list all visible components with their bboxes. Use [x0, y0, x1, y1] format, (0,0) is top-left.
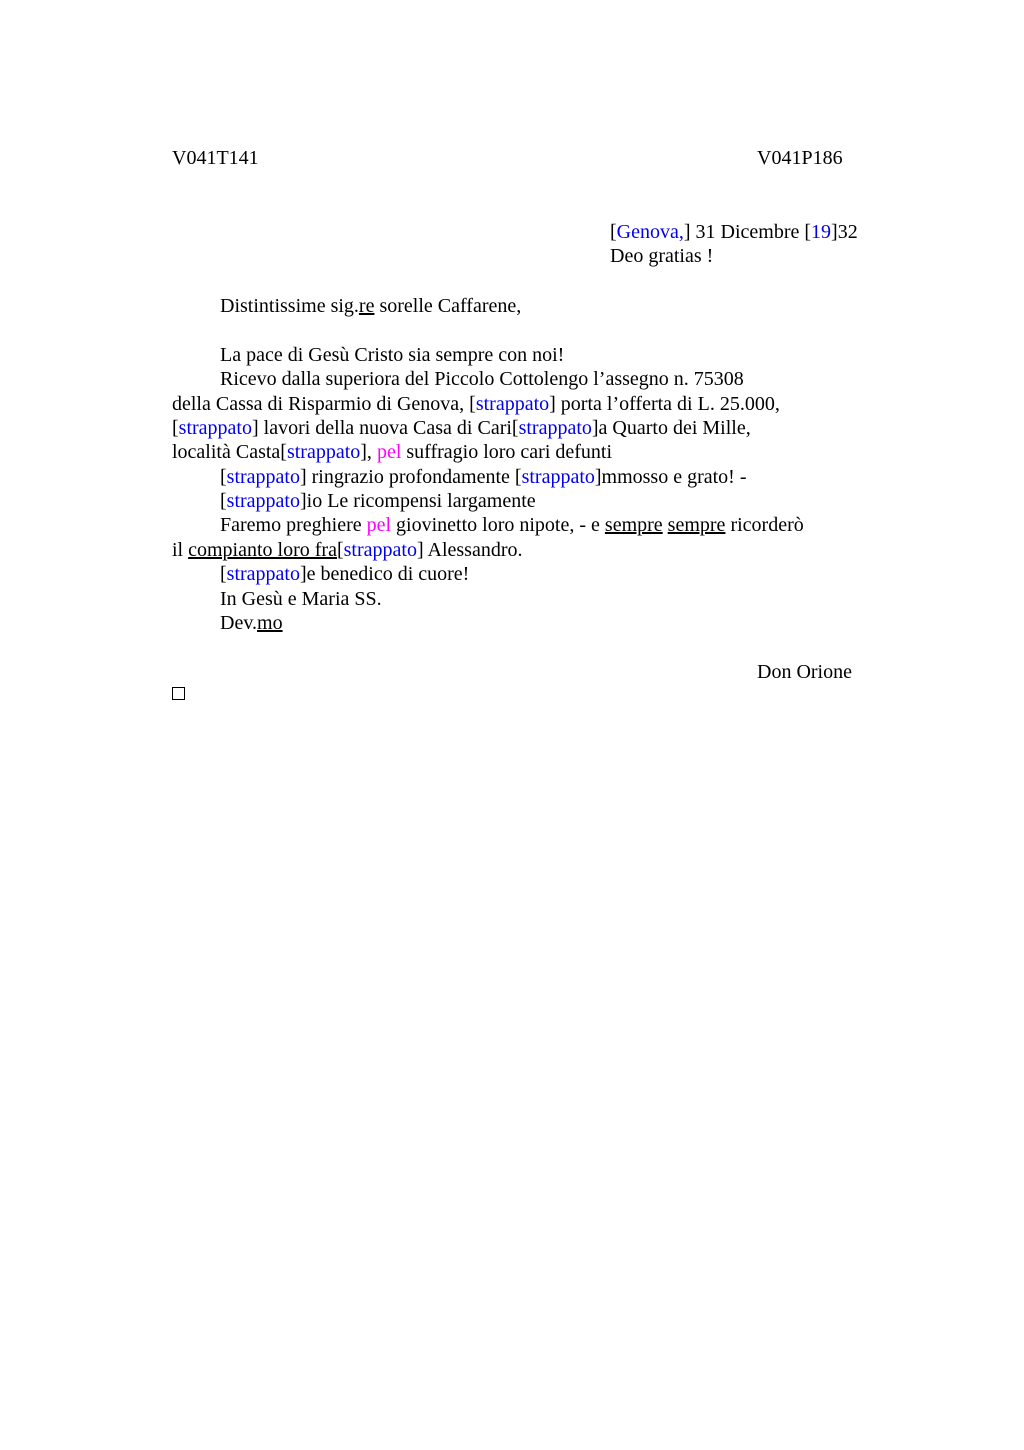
body-line-10 [220, 562, 469, 586]
text: Dev. [220, 612, 258, 634]
body-line-12 [220, 611, 283, 635]
text: ]a Quarto dei Mille, [591, 417, 751, 439]
editorial-note: strappato [521, 466, 595, 488]
text: giovinetto loro nipote, - e [391, 514, 605, 536]
text: [ [220, 466, 227, 488]
motto: Deo gratias ! [610, 245, 714, 267]
text: ] porta l’offerta di L. 25.000, [549, 393, 780, 415]
dateline-bracket: [ [610, 221, 617, 243]
highlighted-word: pel [376, 441, 402, 463]
text: ]io Le ricompensi largamente [299, 490, 536, 512]
dateline [610, 220, 858, 244]
body-line-7 [220, 489, 536, 513]
editorial-note: strappato [226, 466, 300, 488]
underlined-word: sempre [667, 514, 726, 536]
text: Faremo preghiere [220, 514, 367, 536]
text: località Casta[ [172, 441, 287, 463]
body-line-3 [172, 392, 780, 416]
text: suffragio loro cari defunti [401, 441, 613, 463]
text: il [172, 539, 189, 561]
text: [ [336, 539, 344, 561]
empty-square-icon [172, 687, 185, 700]
text: ], [360, 441, 377, 463]
text: ] ringrazio profondamente [ [299, 466, 522, 488]
dateline-date: ] 31 Dicembre [ [683, 221, 812, 243]
text: ] lavori della nuova Casa di Cari[ [251, 417, 519, 439]
salutation [220, 294, 521, 318]
signature: Don Orione [757, 661, 852, 683]
editorial-note: strappato [518, 417, 592, 439]
body-line-4 [172, 416, 751, 440]
dateline-year-suffix: ]32 [831, 221, 858, 243]
dateline-year-prefix: 19 [811, 221, 832, 243]
underlined-word: sempre [604, 514, 663, 536]
body-line-9 [172, 538, 523, 562]
editorial-note: strappato [226, 563, 300, 585]
text: [ [220, 490, 227, 512]
salutation-text: sorelle Caffarene, [374, 295, 522, 317]
salutation-abbr: re [358, 295, 375, 317]
body-line-11: In Gesù e Maria SS. [220, 588, 382, 610]
right-code: V041P186 [757, 147, 843, 169]
left-code: V041T141 [172, 147, 259, 169]
text: ricorderò [725, 514, 804, 536]
body-line-6 [220, 465, 747, 489]
text: ]mmosso e grato! - [594, 466, 747, 488]
text: ]e benedico di cuore! [299, 563, 470, 585]
editorial-note: strappato [286, 441, 361, 463]
underlined-abbr: mo [257, 612, 283, 634]
editorial-note: strappato [343, 539, 417, 561]
editorial-note: strappato [178, 417, 252, 439]
underlined-phrase: compianto loro fra [188, 539, 337, 561]
editorial-note: strappato [226, 490, 300, 512]
body-line-1: La pace di Gesù Cristo sia sempre con noi! [220, 344, 565, 366]
body-line-2: Ricevo dalla superiora del Piccolo Cottolengo l’assegno n. 75308 [220, 368, 744, 390]
text: della Cassa di Risparmio di Genova, [ [172, 393, 476, 415]
text: ] Alessandro. [416, 539, 523, 561]
text: [ [172, 417, 179, 439]
body-line-8 [220, 513, 804, 537]
dateline-place: Genova, [616, 221, 684, 243]
text: [ [220, 563, 227, 585]
salutation-text: Distintissime sig. [220, 295, 359, 317]
highlighted-word: pel [366, 514, 392, 536]
editorial-note: strappato [475, 393, 550, 415]
body-line-5 [172, 440, 612, 464]
